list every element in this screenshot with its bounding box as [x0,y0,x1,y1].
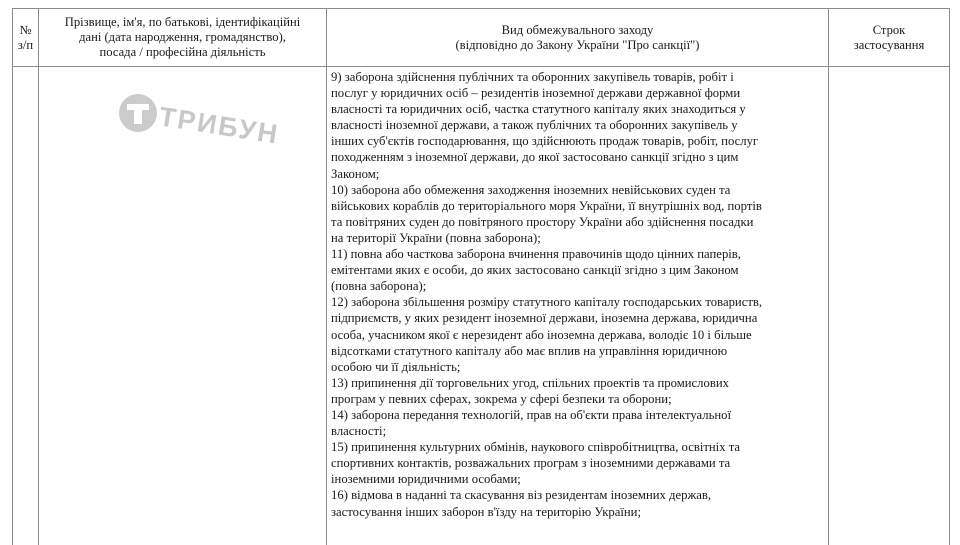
table-header-row [13,9,949,67]
watermark-brand: ТРИБУН [157,101,282,150]
tribun-watermark [118,93,298,153]
measure-line: застосування інших заборон в'їзду на територію України; [331,504,641,519]
measure-line: 9) заборона здійснення публічних та оборонних закупівель товарів, робіт і [331,70,734,84]
measure-line: емітентами яких є особи, до яких застосовано санкції згідно з цим Законом [331,263,739,278]
measure-line: 11) повна або часткова заборона вчинення правочинів щодо цінних паперів, [331,247,741,262]
measure-line: підприємств, у яких резидент іноземної держави, іноземна держава, юридична [331,311,758,326]
header-measure: Вид обмежувального заходу (відповідно до Закону України "Про санкції") [455,22,700,52]
measure-line: особа, учасником якої є нерезидент або іноземна держава, володіє 10 і більше [331,327,752,342]
column-divider [38,9,39,545]
measure-line: 14) заборона передання технологій, прав на об'єкти права інтелектуальної [331,407,732,422]
measure-line: власності; [331,424,387,439]
measure-line: власності іноземної держави, а також публічних та оборонних закупівель у [331,118,738,133]
measure-line: іноземними юридичними особами; [331,472,521,487]
measure-line: Законом; [331,166,380,181]
header-person: Прізвище, ім'я, по батькові, ідентифікаційні дані (дата народження, громадянство), посада / професійна діяльність [64,15,301,59]
measure-line: та повітряних суден до повітряного простору України або здійснення посадки [331,214,754,229]
measure-line: 16) відмова в наданні та скасування віз резидентам іноземних держав, [331,488,712,503]
measure-cell [331,69,831,520]
measure-line: 15) припинення культурних обмінів, наукового співробітництва, освітніх та [331,440,741,455]
header-term: Строк застосування [853,22,925,52]
measure-line: особою чи її діяльність; [331,359,461,374]
sanctions-table [12,8,950,545]
measure-line: походженням з іноземної держави, до якої застосовано санкції згідно з цим [331,150,739,165]
measure-line: (повна заборона); [331,279,427,294]
measure-line: 13) припинення дії торговельних угод, спільних проектів та промислових [331,375,729,390]
column-divider [326,9,327,545]
tribun-logo-icon [118,93,298,153]
measure-line: 12) заборона збільшення розміру статутного капіталу господарських товариств, [331,295,763,310]
measure-line: програм у певних сферах, зокрема у сфері безпеки та оборони; [331,391,672,406]
measure-line: військових кораблів до територіального моря України, її внутрішніх вод, портів [331,198,762,213]
header-number: № з/п [17,22,34,52]
measure-line: власності та юридичних осіб, частка статутного капіталу яких знаходиться у [331,102,746,117]
measure-line: спортивних контактів, розважальних програм з іноземними державами та [331,456,731,471]
measure-line: послуг у юридичних осіб – резидентів іноземної держави державної форми [331,86,741,101]
measure-line: на території України (повна заборона); [331,230,541,245]
measure-line: 10) заборона або обмеження заходження іноземних невійськових суден та [331,182,731,197]
measure-line: відсотками статутного капіталу або має вплив на управління юридичною [331,343,728,358]
measure-line: інших суб'єктів господарювання, що здійснюють продаж товарів, робіт, послуг [331,134,759,149]
